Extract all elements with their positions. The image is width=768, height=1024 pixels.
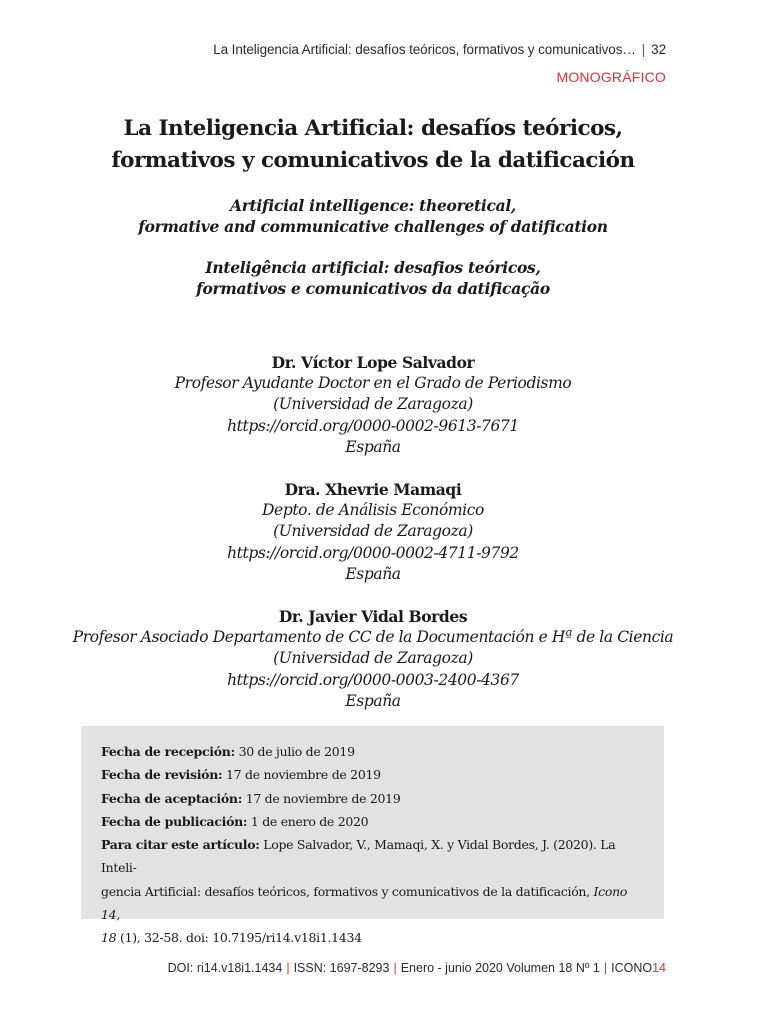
citation-row	[101, 833, 644, 880]
author-block	[40, 606, 706, 712]
article-dates-box	[81, 726, 664, 946]
author-position: Profesor Asociado Departamento de CC de la Documentación e Hª de la Ciencia	[72, 628, 674, 647]
page-number: 32	[651, 42, 666, 57]
article-title-line-1: La Inteligencia Artificial: desafíos teóricos,	[123, 116, 623, 141]
received-date-row	[101, 740, 644, 763]
published-label: Fecha de publicación:	[101, 813, 248, 829]
footer-journal-number: 14	[652, 961, 666, 975]
footer-separator: |	[393, 961, 397, 975]
article-title-line-2: formativos y comunicativos de la datificación	[111, 148, 635, 173]
citation-text-2: gencia Artificial: desafíos teóricos, formativos y comunicativos de la datificación,	[101, 883, 594, 899]
portuguese-title-line-2: formativos e comunicativos da datificação	[196, 279, 550, 298]
footer-separator: |	[286, 961, 290, 975]
revised-label: Fecha de revisión:	[101, 767, 223, 783]
citation-journal: Icono 14,	[101, 883, 628, 923]
author-name: Dr. Javier Vidal Bordes	[278, 607, 468, 626]
received-label: Fecha de recepción:	[101, 744, 235, 759]
footer-doi: DOI: ri14.v18i1.1434	[167, 961, 283, 975]
author-orcid-link[interactable]: https://orcid.org/0000-0002-9613-7671	[227, 416, 519, 435]
revised-date-row	[101, 763, 644, 786]
author-position: Profesor Ayudante Doctor en el Grado de Periodismo	[174, 374, 572, 393]
received-date: 30 de julio de 2019	[238, 744, 355, 759]
running-header	[66, 42, 666, 57]
citation-volume: 18	[101, 930, 117, 946]
published-date: 1 de enero de 2020	[250, 813, 369, 829]
footer-issn: ISSN: 1697-8293	[293, 961, 390, 975]
author-country: España	[345, 691, 401, 710]
footer-journal-name: ICONO	[611, 961, 653, 975]
revised-date: 17 de noviembre de 2019	[226, 767, 381, 783]
article-title	[60, 113, 686, 177]
published-date-row	[101, 810, 644, 833]
english-title	[60, 195, 686, 237]
accepted-label: Fecha de aceptación:	[101, 790, 243, 806]
footer-issue: Enero - junio 2020 Volumen 18 Nº 1	[400, 961, 600, 975]
author-block	[40, 352, 706, 458]
author-position: Depto. de Análisis Económico	[262, 501, 484, 520]
citation-label: Para citar este artículo:	[101, 837, 260, 853]
portuguese-title	[60, 257, 686, 299]
header-separator: |	[641, 42, 646, 57]
citation-row-2	[101, 880, 644, 927]
author-name: Dra. Xhevrie Mamaqi	[284, 480, 462, 499]
author-institution: (Universidad de Zaragoza)	[273, 395, 473, 414]
english-title-line-1: Artificial intelligence: theoretical,	[229, 196, 517, 215]
english-title-line-2: formative and communicative challenges of datification	[138, 217, 608, 236]
author-country: España	[345, 564, 401, 583]
citation-text-1: Lope Salvador, V., Mamaqi, X. y Vidal Bordes, J. (2020). La Inteli-	[101, 837, 616, 876]
author-country: España	[345, 437, 401, 456]
author-orcid-link[interactable]: https://orcid.org/0000-0003-2400-4367	[227, 670, 519, 689]
footer-separator: |	[603, 961, 608, 975]
page-footer	[46, 961, 666, 975]
author-institution: (Universidad de Zaragoza)	[273, 649, 473, 668]
accepted-date: 17 de noviembre de 2019	[245, 790, 401, 806]
portuguese-title-line-1: Inteligência artificial: desafios teóricos,	[205, 258, 541, 277]
citation-row-3	[101, 926, 644, 949]
author-name: Dr. Víctor Lope Salvador	[271, 353, 475, 372]
section-label: MONOGRÁFICO	[556, 69, 666, 85]
author-institution: (Universidad de Zaragoza)	[273, 522, 473, 541]
accepted-date-row	[101, 787, 644, 810]
citation-text-3: (1), 32-58. doi: 10.7195/ri14.v18i1.1434	[116, 930, 362, 946]
author-block	[40, 479, 706, 585]
running-title: La Inteligencia Artificial: desafíos teóricos, formativos y comunicativos…	[213, 42, 636, 57]
author-orcid-link[interactable]: https://orcid.org/0000-0002-4711-9792	[227, 543, 519, 562]
